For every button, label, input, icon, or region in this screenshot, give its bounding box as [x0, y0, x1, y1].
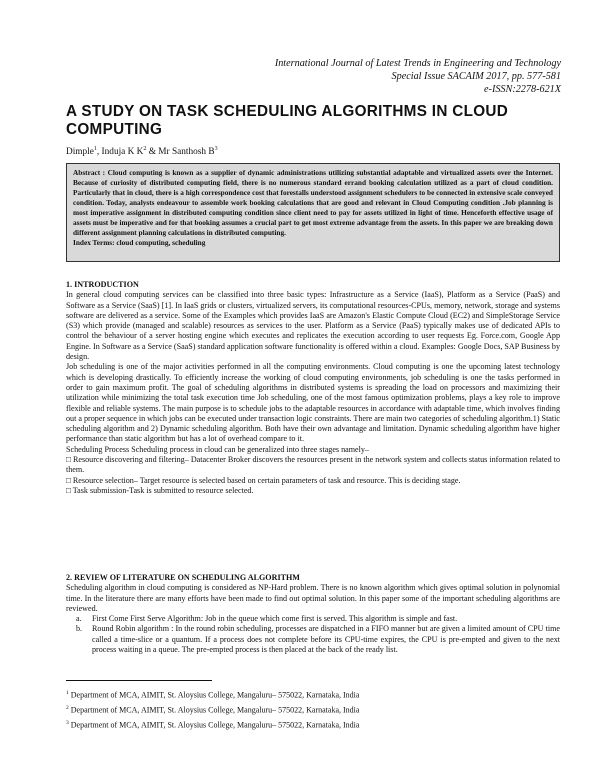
footnote-number: 3 [66, 719, 69, 726]
author-separator: & [146, 147, 159, 158]
paragraph: Scheduling Process Scheduling process in cloud can be generalized into three stages namely– [66, 444, 369, 454]
footnote-number: 1 [66, 690, 69, 696]
paragraph: Scheduling algorithm in cloud computing is considered as NP-Hard problem. There is no known algorithm which gives optimal solution in polynomial time. In the literature there are many efforts have been made to find out optimal solution. In this paper some of the important scheduling algorithms are reviewed. [66, 583, 560, 613]
author-affiliation-mark: 3 [214, 146, 218, 152]
abstract-box [66, 163, 560, 262]
footnote-text: Department of MCA, AIMIT, St. Aloysius College, Mangaluru– 575022, Karnataka, India [70, 720, 360, 730]
section-literature-review [66, 573, 560, 655]
footnotes [66, 687, 359, 732]
list-item [66, 614, 560, 624]
paper-page [60, 0, 561, 776]
footnote [66, 687, 359, 702]
author-line [66, 146, 218, 157]
author-name: Mr Santhosh B [158, 147, 215, 158]
index-terms: Index Terms: cloud computing, scheduling [73, 238, 206, 247]
section-heading: 1. INTRODUCTION [66, 280, 139, 289]
author-separator: , [96, 147, 102, 158]
list-item [66, 624, 560, 655]
bullet-item: □ Resource selection– Target resource is selected based on certain parameters of task and resource. This is deciding stage. [66, 475, 461, 485]
section-introduction [66, 280, 560, 496]
bullet-item: □ Task submission-Task is submitted to resource selected. [66, 485, 254, 495]
footnote [66, 717, 359, 732]
author-name: Dimple [66, 147, 94, 158]
algorithm-list [66, 614, 560, 655]
journal-header [275, 57, 561, 97]
section-heading: 2. REVIEW OF LITERATURE ON SCHEDULING ALGORITHM [66, 573, 300, 582]
footnote-number: 2 [66, 704, 69, 711]
list-item-text: First Come First Serve Algorithm: Job in the queue which come first is served. This algorithm is simple and fast. [92, 614, 458, 624]
author-affiliation-mark: 2 [143, 146, 147, 152]
list-marker: a. [76, 614, 82, 624]
journal-issn: e-ISSN:2278-621X [484, 84, 561, 96]
footnote [66, 702, 359, 717]
footnote-text: Department of MCA, AIMIT, St. Aloysius College, Mangaluru– 575022, Karnataka, India [70, 705, 360, 715]
journal-name: International Journal of Latest Trends in Engineering and Technology [274, 58, 561, 69]
list-item-text: Round Robin algorithm : In the round robin scheduling, processes are dispatched in a FIFO manner but are given a limited amount of CPU time called a time-slice or a quantum. If a process does not complete before its CPU-time expires, the CPU is pre-empted and given to the next process waiting in a queue. The pre-empted process is then placed at the back of the ready list. [92, 624, 560, 655]
bullet-item: □ Resource discovering and filtering– Datacenter Broker discovers the resources present in the network system and collects status information related to them. [66, 455, 560, 475]
list-marker: b. [76, 624, 83, 634]
footnote-divider [66, 680, 212, 681]
footnote-text: Department of MCA, AIMIT, St. Aloysius College, Mangaluru– 575022, Karnataka, India [70, 690, 360, 700]
author-name: Induja K K [101, 147, 144, 158]
paper-title: A STUDY ON TASK SCHEDULING ALGORITHMS IN CLOUD COMPUTING [66, 103, 509, 138]
paragraph: Job scheduling is one of the major activities performed in all the computing environments. Cloud computing is one the upcoming latest technology which is developing drastically. To efficiently increase the working of cloud computing environments, job scheduling is one the tasks performed in order to gain maximum profit. The goal of scheduling algorithms in distributed systems is spreading the load on processors and maximizing their utilization while minimizing the total task execution time Job scheduling, one of the most famous optimization problems, plays a key role to improve flexible and reliable systems. The main purpose is to schedule jobs to the adaptable resources in accordance with adaptable time, which involves finding out a proper sequence in which jobs can be executed under transaction logic constraints. There are main two categories of scheduling algorithm.1) Static scheduling algorithm and 2) Dynamic scheduling algorithm. Both have their own advantage and limitation. Dynamic scheduling algorithm have higher performance than static algorithm but has a lot of overhead compare to it. [66, 362, 560, 444]
author-affiliation-mark: 1 [93, 146, 97, 152]
paragraph: In general cloud computing services can be classified into three basic types: Infrastructure as a Service (IaaS), Platform as a Service (PaaS) and Software as a Service (SaaS) [1]. In IaaS grids or clusters, virtualized servers, its computational resources-CPUs, memory, network, storage and systems software are delivered as a service. Some of the Examples which provides IaaS are Amazon's Elastic Compute Cloud (EC2) and SimpleStorage Service (S3) which provide (managed and scalable) resources as services to the user. Platform as a Service (PaaS) typically makes use of dedicated APIs to control the behaviour of a server hosting engine which executes and replicates the execution according to user requests Eg. Force.com, Google App Engine. In Software as a Service (SaaS) standard application software functionality is offered within a cloud. Examples: Google Docs, SAP Business by design. [66, 290, 560, 362]
journal-issue: Special Issue SACAIM 2017, pp. 577-581 [391, 71, 561, 83]
abstract-text: Abstract : Cloud computing is known as a supplier of dynamic administrations utilizing substantial adaptable and virtualized assets over the Internet. Because of curiosity of distributed computing field, there is no numerous standard errand booking calculation utilized as a part of cloud condition. Particularly that in cloud, there is a high correspondence cost that forestalls understood assignment schedulers to be connected in extensive scale conveyed condition. Today, analysts endeavour to assemble work booking calculations that are good and relevant in Cloud Computing condition .Job planning is most imperative assignment in distributed computing condition since client need to pay for assets utilized in light of time. Henceforth effective usage of assets must be imperative and for that booking assumes a crucial part to get most extreme advantage from the assets. In this paper we are breaking down different assignment planning calculations in distributed computing. [73, 168, 553, 237]
